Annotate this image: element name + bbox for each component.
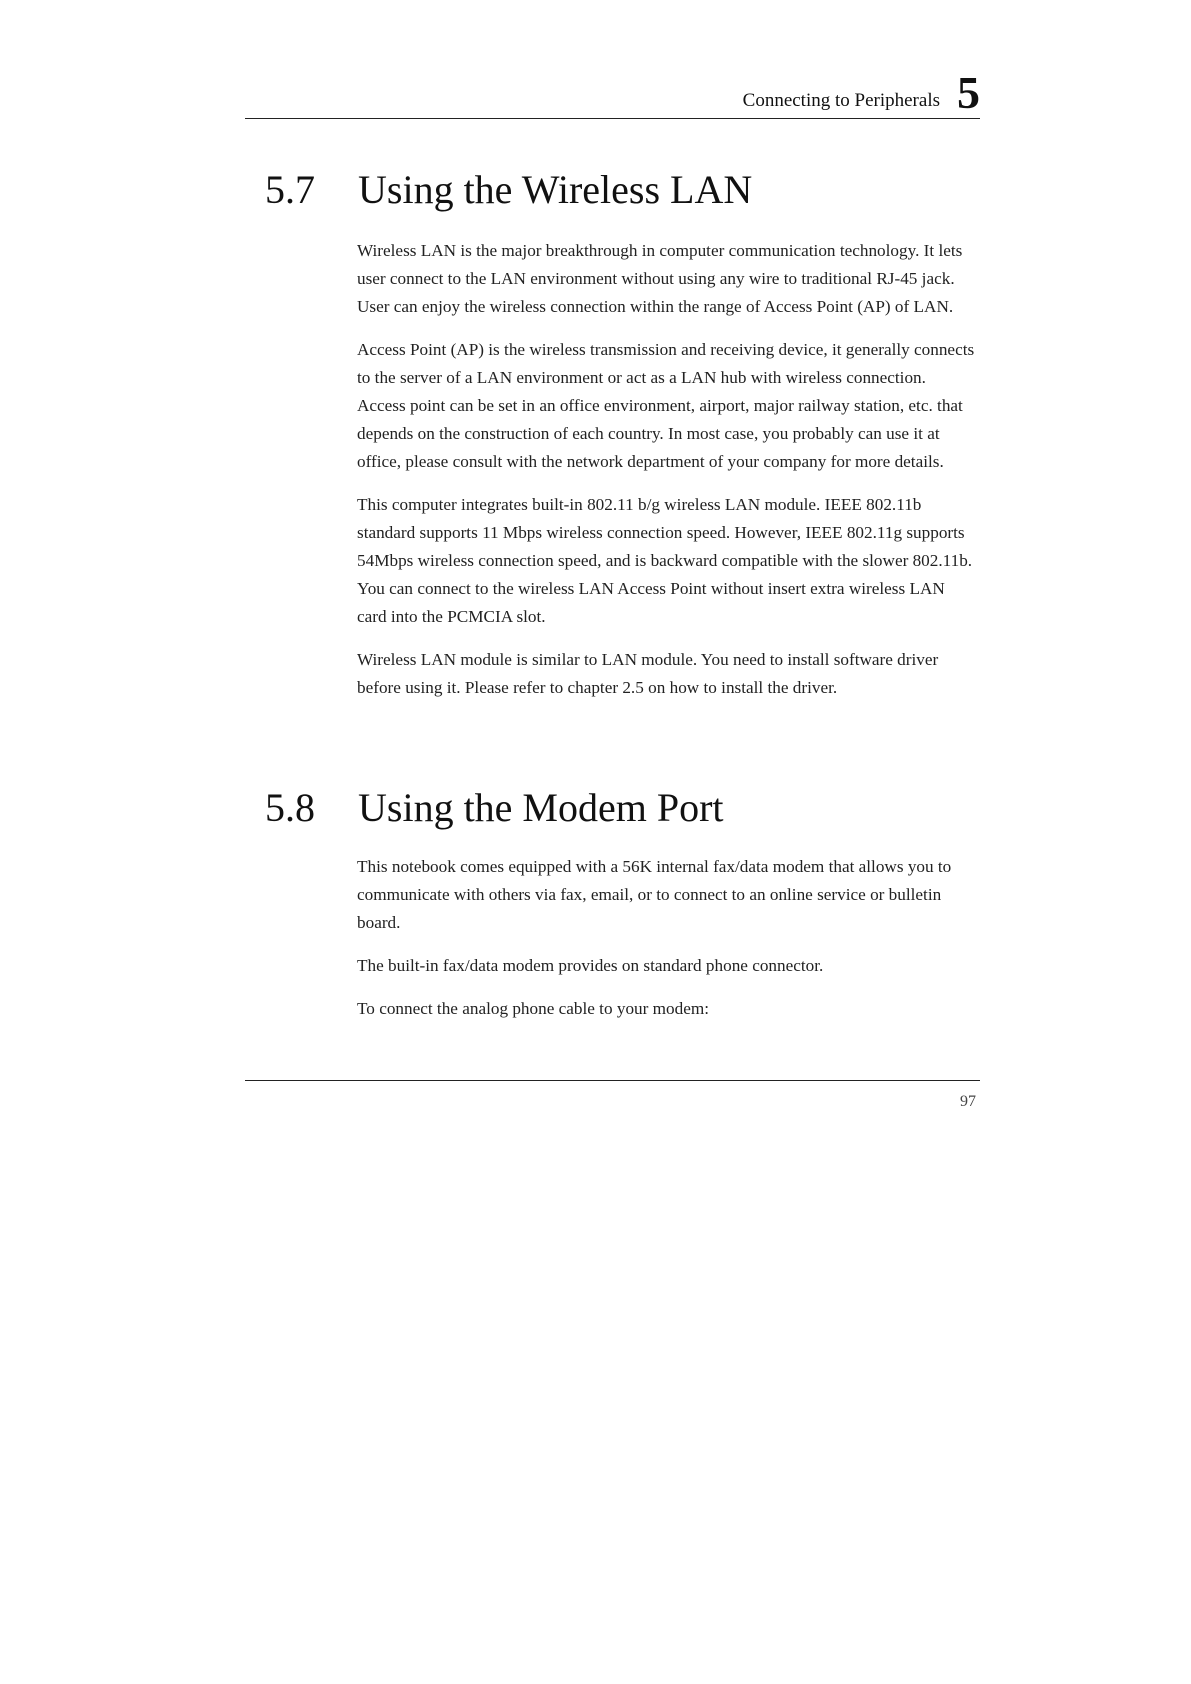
paragraph: Access Point (AP) is the wireless transmission and receiving device, it generally connects to the server of a LAN environment or act as a LAN hub with wireless connection. Access point can be set in an office environment, airport, major railway station, etc. that depends on the construction of each country. In most case, you probably can use it at office, please consult with the network department of your company for more details. [357, 340, 975, 471]
section-body-wireless-lan [357, 237, 977, 717]
paragraph: The built-in fax/data modem provides on standard phone connector. [357, 956, 824, 975]
section-title: Using the Wireless LAN [358, 167, 753, 212]
running-header [245, 62, 980, 119]
section-number: 5.7 [265, 167, 315, 212]
paragraph: To connect the analog phone cable to your modem: [357, 999, 709, 1018]
paragraph: Wireless LAN is the major breakthrough in computer communication technology. It lets user connect to the LAN environment without using any wire to traditional RJ-45 jack. User can enjoy the wireless connection within the range of Access Point (AP) of LAN. [357, 241, 963, 316]
paragraph: This notebook comes equipped with a 56K internal fax/data modem that allows you to communicate with others via fax, email, or to connect to an online service or bulletin board. [357, 857, 952, 932]
section-body-modem-port [357, 853, 977, 1038]
paragraph: Wireless LAN module is similar to LAN module. You need to install software driver before using it. Please refer to chapter 2.5 on how to install the driver. [357, 650, 939, 697]
section-title: Using the Modem Port [358, 785, 724, 830]
section-number: 5.8 [265, 785, 315, 830]
footer-rule [245, 1080, 980, 1081]
header-title: Connecting to Peripherals [742, 90, 940, 111]
page-number: 97 [960, 1093, 976, 1110]
section-heading-wireless-lan [265, 166, 752, 214]
section-heading-modem-port [265, 784, 724, 832]
chapter-number: 5 [957, 67, 980, 118]
paragraph: This computer integrates built-in 802.11 b/g wireless LAN module. IEEE 802.11b standard supports 11 Mbps wireless connection speed. However, IEEE 802.11g supports 54Mbps wireless connection speed, and is backward compatible with the slower 802.11b. You can connect to the wireless LAN Access Point without insert extra wireless LAN card into the PCMCIA slot. [357, 495, 973, 626]
